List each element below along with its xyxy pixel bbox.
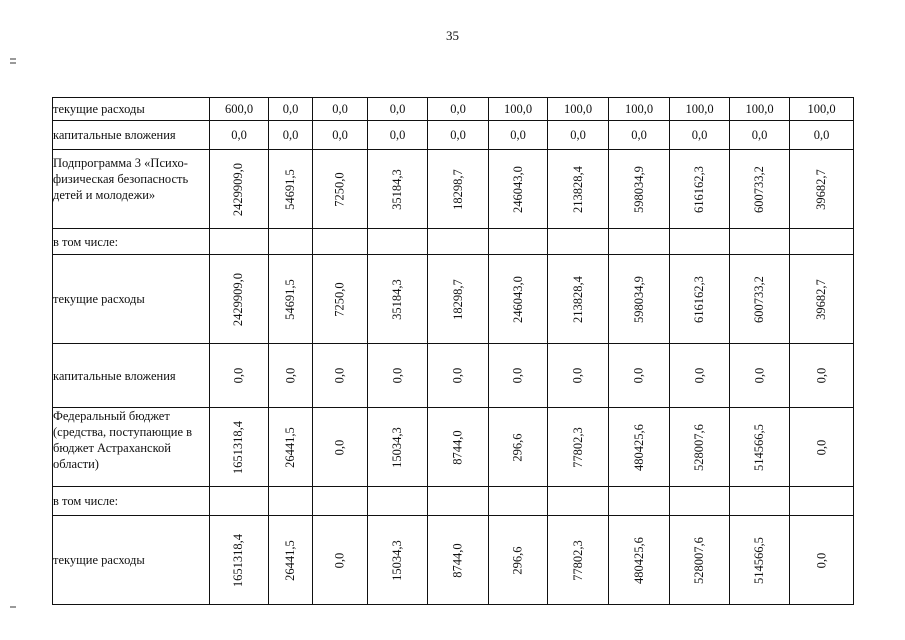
- value-cell: [269, 344, 313, 408]
- value-cell: [609, 516, 670, 605]
- value-cell: 100,0: [790, 98, 854, 121]
- value-cell: [609, 487, 670, 516]
- value-cell: [670, 229, 730, 255]
- value-cell: 100,0: [670, 98, 730, 121]
- value-cell: [269, 516, 313, 605]
- value-cell: [489, 487, 548, 516]
- value-text: 39682,7: [814, 168, 828, 210]
- value-cell: [670, 344, 730, 408]
- value-cell: [730, 487, 790, 516]
- value-cell: [609, 344, 670, 408]
- value-cell: [730, 229, 790, 255]
- value-cell: [489, 516, 548, 605]
- budget-table: [52, 97, 854, 605]
- value-text: 514566,5: [752, 423, 766, 471]
- value-cell: [269, 255, 313, 344]
- value-cell: [428, 229, 489, 255]
- value-text: 2429909,0: [231, 272, 246, 326]
- value-text: 480425,6: [631, 423, 646, 471]
- value-text: 0,0: [692, 367, 706, 384]
- value-cell: [609, 408, 670, 487]
- value-cell: [730, 344, 790, 408]
- row-label: в том числе:: [53, 229, 210, 255]
- value-cell: [210, 255, 269, 344]
- value-cell: 100,0: [609, 98, 670, 121]
- value-cell: [548, 344, 609, 408]
- value-cell: [269, 487, 313, 516]
- value-cell: [428, 516, 489, 605]
- value-text: 213828,4: [570, 165, 585, 213]
- value-cell: 0,0: [428, 98, 489, 121]
- value-cell: [313, 516, 368, 605]
- value-cell: 0,0: [548, 121, 609, 150]
- value-text: 213828,4: [570, 275, 585, 323]
- value-cell: [790, 255, 854, 344]
- value-cell: [730, 516, 790, 605]
- value-cell: 0,0: [368, 121, 428, 150]
- value-text: 26441,5: [283, 426, 297, 468]
- value-cell: 0,0: [368, 98, 428, 121]
- value-cell: 0,0: [313, 121, 368, 150]
- value-cell: [548, 487, 609, 516]
- value-cell: [548, 229, 609, 255]
- value-cell: [368, 408, 428, 487]
- value-text: 8744,0: [450, 542, 465, 578]
- value-text: 77802,3: [570, 426, 585, 468]
- value-text: 0,0: [283, 367, 297, 384]
- value-cell: 0,0: [313, 98, 368, 121]
- value-cell: [790, 150, 854, 229]
- value-text: 7250,0: [332, 281, 347, 317]
- table-row: [53, 408, 854, 487]
- value-cell: 600,0: [210, 98, 269, 121]
- table-row: [53, 121, 854, 150]
- value-cell: 0,0: [210, 121, 269, 150]
- value-text: 598034,9: [631, 275, 646, 323]
- table-row: [53, 487, 854, 516]
- value-cell: 0,0: [670, 121, 730, 150]
- value-text: 0,0: [231, 367, 246, 384]
- value-cell: [790, 487, 854, 516]
- value-cell: 0,0: [609, 121, 670, 150]
- value-cell: [670, 255, 730, 344]
- value-text: 480425,6: [631, 536, 646, 584]
- value-cell: [269, 150, 313, 229]
- value-cell: 0,0: [489, 121, 548, 150]
- value-cell: [790, 516, 854, 605]
- scan-mark: [10, 62, 16, 64]
- value-cell: [210, 516, 269, 605]
- value-cell: 100,0: [730, 98, 790, 121]
- value-cell: 0,0: [790, 121, 854, 150]
- value-cell: [428, 344, 489, 408]
- row-label: в том числе:: [53, 487, 210, 516]
- table-row: [53, 98, 854, 121]
- table-row: [53, 150, 854, 229]
- value-cell: [609, 229, 670, 255]
- value-text: 296,6: [510, 432, 525, 462]
- value-cell: [428, 150, 489, 229]
- value-cell: [368, 516, 428, 605]
- value-cell: [368, 487, 428, 516]
- value-cell: [210, 150, 269, 229]
- value-text: 296,6: [510, 545, 525, 575]
- value-cell: [313, 255, 368, 344]
- value-text: 39682,7: [814, 278, 828, 320]
- value-text: 18298,7: [450, 278, 465, 320]
- value-cell: [210, 408, 269, 487]
- value-cell: [368, 229, 428, 255]
- value-text: 0,0: [332, 552, 347, 568]
- scan-mark: [10, 58, 16, 60]
- scan-mark: [10, 606, 16, 608]
- value-text: 77802,3: [570, 539, 585, 581]
- value-text: 0,0: [390, 367, 404, 384]
- value-text: 616162,3: [692, 275, 706, 323]
- value-text: 1651318,4: [231, 420, 246, 474]
- value-text: 15034,3: [390, 539, 404, 581]
- row-label: Федеральный бюджет (средства, поступающие в бюджет Астраханской области): [53, 408, 210, 487]
- value-cell: [313, 344, 368, 408]
- value-cell: [210, 344, 269, 408]
- value-cell: [428, 487, 489, 516]
- row-label: Подпрограмма 3 «Психо-физическая безопасность детей и молодежи»: [53, 150, 210, 229]
- value-text: 35184,3: [390, 278, 404, 320]
- value-text: 0,0: [332, 439, 347, 455]
- table-row: [53, 344, 854, 408]
- value-cell: [269, 408, 313, 487]
- value-cell: [609, 255, 670, 344]
- value-text: 598034,9: [631, 165, 646, 213]
- value-text: 0,0: [510, 367, 525, 384]
- table-row: [53, 229, 854, 255]
- page-number: 35: [446, 28, 459, 43]
- value-cell: [670, 487, 730, 516]
- value-cell: [548, 255, 609, 344]
- value-cell: [313, 229, 368, 255]
- value-text: 528007,6: [692, 536, 706, 584]
- value-text: 0,0: [631, 367, 646, 384]
- value-cell: [269, 229, 313, 255]
- value-text: 2429909,0: [231, 162, 246, 216]
- row-label: текущие расходы: [53, 516, 210, 605]
- value-text: 0,0: [752, 367, 766, 384]
- value-text: 0,0: [814, 439, 828, 455]
- value-cell: [368, 150, 428, 229]
- value-text: 0,0: [450, 367, 465, 384]
- value-cell: 0,0: [269, 98, 313, 121]
- value-cell: [790, 229, 854, 255]
- value-cell: [489, 408, 548, 487]
- value-cell: 0,0: [730, 121, 790, 150]
- value-cell: [489, 150, 548, 229]
- value-cell: [313, 408, 368, 487]
- value-cell: [489, 344, 548, 408]
- value-text: 15034,3: [390, 426, 404, 468]
- value-text: 8744,0: [450, 429, 465, 465]
- value-cell: 100,0: [548, 98, 609, 121]
- value-text: 514566,5: [752, 536, 766, 584]
- value-text: 18298,7: [450, 168, 465, 210]
- value-cell: [730, 150, 790, 229]
- value-text: 54691,5: [283, 278, 297, 320]
- value-cell: [313, 487, 368, 516]
- value-text: 26441,5: [283, 539, 297, 581]
- value-cell: 0,0: [269, 121, 313, 150]
- value-text: 0,0: [814, 552, 828, 568]
- value-text: 600733,2: [752, 165, 766, 213]
- value-cell: 0,0: [428, 121, 489, 150]
- value-cell: [368, 255, 428, 344]
- value-cell: [790, 344, 854, 408]
- value-cell: [670, 408, 730, 487]
- value-cell: [790, 408, 854, 487]
- value-text: 54691,5: [283, 168, 297, 210]
- value-text: 7250,0: [332, 171, 347, 207]
- value-cell: [548, 516, 609, 605]
- table-row: [53, 255, 854, 344]
- row-label: текущие расходы: [53, 98, 210, 121]
- row-label: капитальные вложения: [53, 121, 210, 150]
- value-cell: [210, 229, 269, 255]
- value-cell: [428, 255, 489, 344]
- value-cell: [489, 255, 548, 344]
- value-text: 0,0: [570, 367, 585, 384]
- value-cell: [609, 150, 670, 229]
- value-cell: [548, 408, 609, 487]
- value-cell: [730, 408, 790, 487]
- value-cell: [210, 487, 269, 516]
- row-label: текущие расходы: [53, 255, 210, 344]
- value-cell: 100,0: [489, 98, 548, 121]
- value-text: 528007,6: [692, 423, 706, 471]
- value-text: 35184,3: [390, 168, 404, 210]
- value-text: 0,0: [332, 367, 347, 384]
- value-cell: [428, 408, 489, 487]
- value-cell: [548, 150, 609, 229]
- value-text: 1651318,4: [231, 533, 246, 587]
- value-cell: [313, 150, 368, 229]
- value-cell: [670, 516, 730, 605]
- value-text: 246043,0: [510, 275, 525, 323]
- row-label: капитальные вложения: [53, 344, 210, 408]
- value-text: 246043,0: [510, 165, 525, 213]
- value-cell: [368, 344, 428, 408]
- value-cell: [730, 255, 790, 344]
- table-row: [53, 516, 854, 605]
- value-text: 600733,2: [752, 275, 766, 323]
- value-cell: [670, 150, 730, 229]
- value-text: 616162,3: [692, 165, 706, 213]
- value-cell: [489, 229, 548, 255]
- value-text: 0,0: [814, 367, 828, 384]
